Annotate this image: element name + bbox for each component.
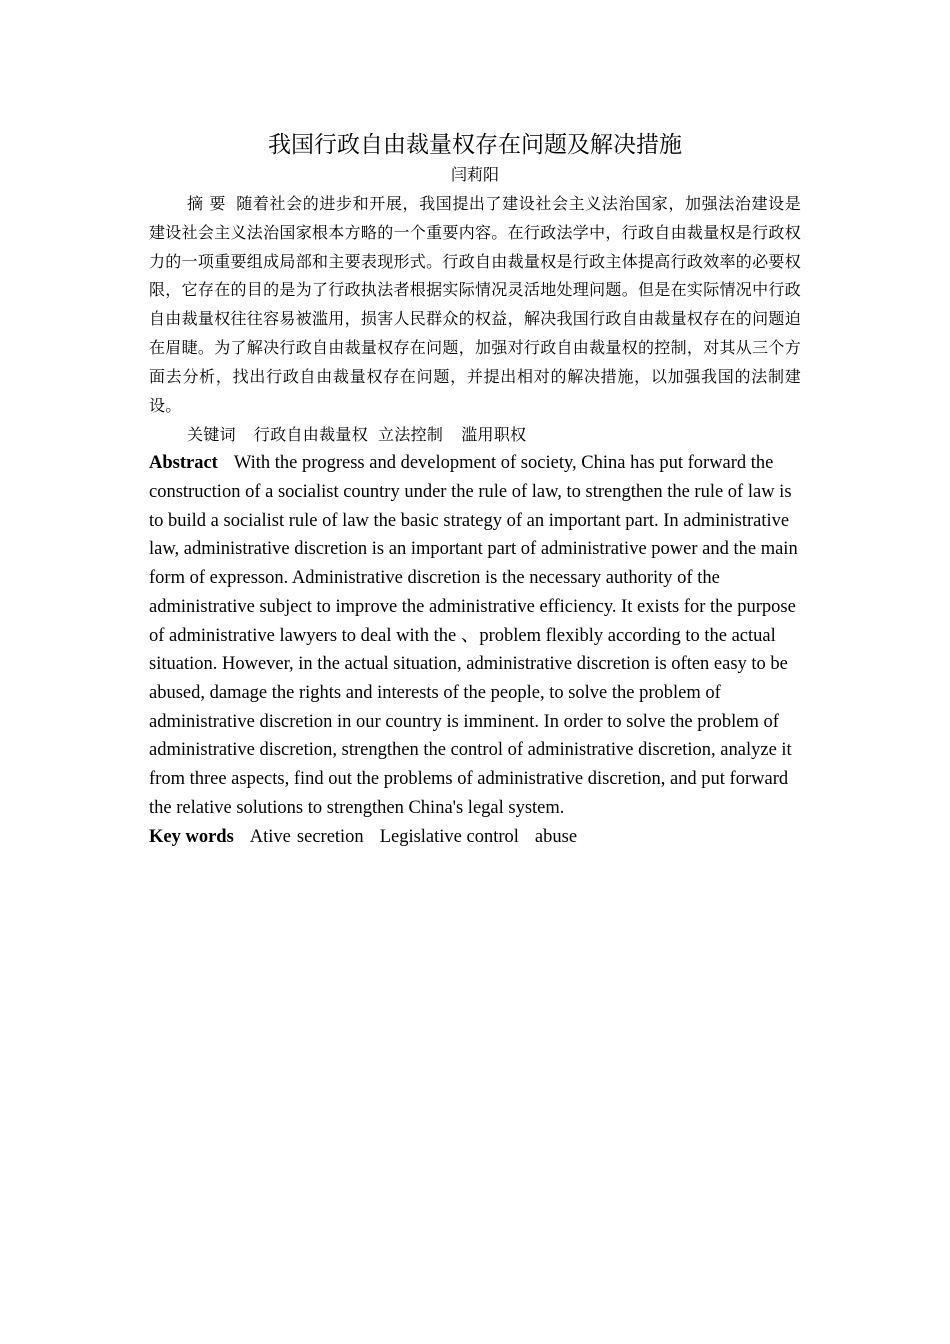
english-keyword: secretion [296, 826, 364, 847]
chinese-keyword: 行政自由裁量权 [253, 425, 369, 445]
document-title: 我国行政自由裁量权存在问题及解决措施 [268, 132, 682, 158]
chinese-abstract [149, 190, 801, 420]
english-abstract-label: Abstract [149, 453, 218, 474]
author-name: 闫莉阳 [450, 165, 499, 184]
chinese-keywords [149, 420, 801, 449]
document-page [149, 128, 801, 852]
chinese-abstract-text: 随着社会的进步和开展，我国提出了建设社会主义法治国家，加强法治建设是建设社会主义法治国家根本方略的一个重要内容。在行政法学中，行政自由裁量权是行政权力的一项重要组成局部和主要表现形式。行政自由裁量权是行政主体提高行政效率的必要权限，它存在的目的是为了行政执法者根据实际情况灵活地处理问题。但是在实际情况中行政自由裁量权往往容易被滥用，损害人民群众的权益，解决我国行政自由裁量权存在的问题迫在眉睫。为了解决行政自由裁量权存在问题，加强对行政自由裁量权的控制，对其从三个方面去分析，找出行政自由裁量权存在问题，并提出相对的解决措施，以加强我国的法制建设。 [149, 194, 802, 415]
chinese-keyword: 立法控制 [378, 425, 444, 445]
english-abstract-text: With the progress and development of society, China has put forward the construction of a socialist country under the rule of law, to strengthen the rule of law is to build a socialist rule of law the basic strategy of an important part. In administrative law, administrative discretion is an important part of administrative power and the main form of expresson. Administrative discretion is the necessary authority of the administrative subject to improve the administrative efficiency. It exists for the purpose of administrative lawyers to deal with the 、problem flexibly according to the actual situation. However, in the actual situation, administrative discretion is often easy to be abused, damage the rights and interests of the people, to solve the problem of administrative discretion in our country is imminent. In order to solve the problem of administrative discretion, strengthen the control of administrative discretion, analyze it from three aspects, find out the problems of administrative discretion, and put forward the relative solutions to strengthen China's legal system. [149, 453, 798, 818]
english-keywords-label: Key words [149, 826, 234, 847]
chinese-keyword: 滥用职权 [461, 425, 527, 445]
english-keyword: abuse [534, 826, 578, 847]
english-keyword: Legislative control [379, 826, 519, 847]
english-abstract [149, 449, 801, 822]
chinese-abstract-label: 摘 要 [187, 194, 226, 213]
chinese-keywords-label: 关键词 [187, 425, 236, 445]
english-keywords [149, 823, 801, 852]
english-keyword: Ative [249, 826, 291, 847]
